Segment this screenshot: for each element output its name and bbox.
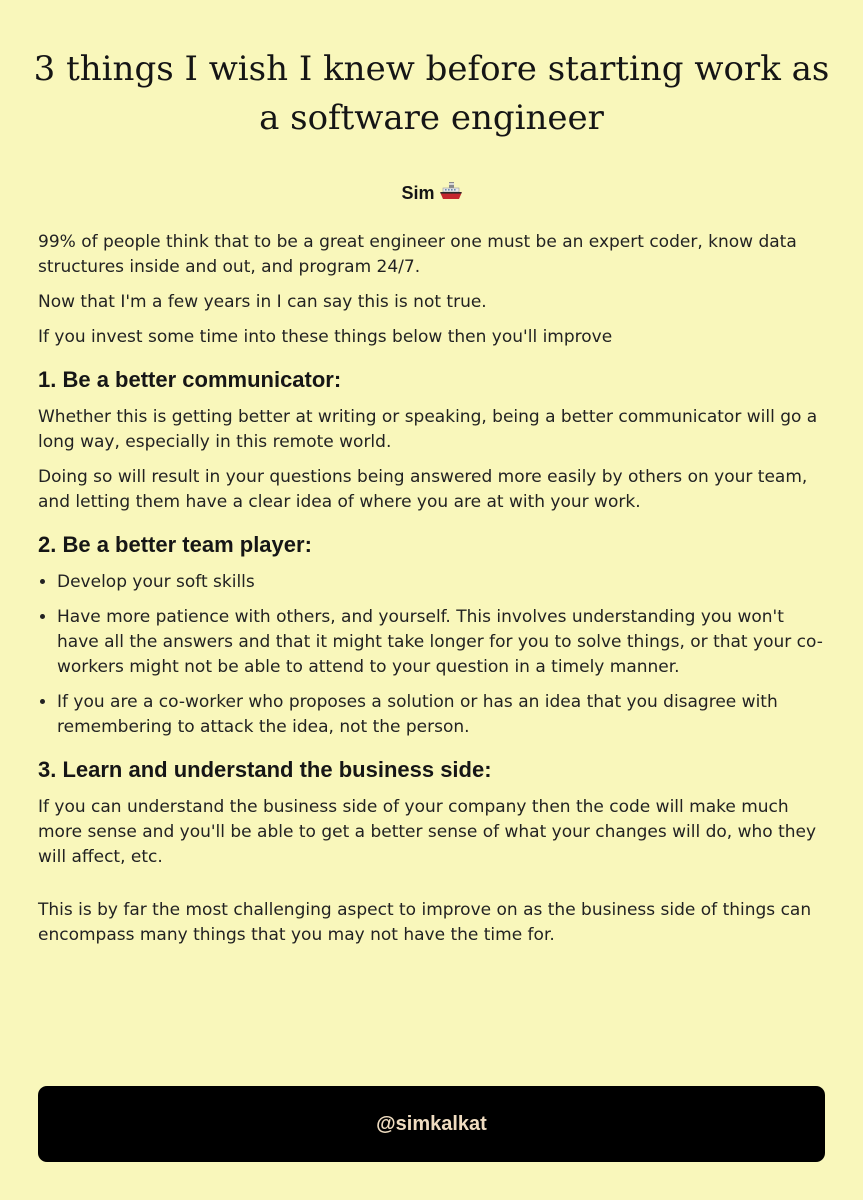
section-paragraph: This is by far the most challenging aspect to improve on as the business side of things can encompass many things that you may not have the time for. [38, 900, 812, 945]
intro-paragraph: If you invest some time into these things below then you'll improve [38, 327, 613, 347]
footer-banner [38, 1086, 825, 1162]
section-paragraph: If you can understand the business side of your company then the code will make much more sense and you'll be able to get a better sense of what your changes will do, who they will affect, etc. [38, 797, 817, 867]
intro-paragraph: Now that I'm a few years in I can say this is not true. [38, 292, 487, 312]
author-name: Sim [401, 183, 435, 203]
post-title: 3 things I wish I knew before starting work as a software engineer [33, 49, 830, 138]
list-item: • If you are a co-worker who proposes a solution or has an idea that you disagree with remembering to attack the idea, not the person. [57, 690, 826, 740]
section-heading-business-side: 3. Learn and understand the business side: [38, 757, 492, 782]
post-body [38, 230, 826, 958]
section-heading-communicator: 1. Be a better communicator: [38, 367, 342, 392]
author-handle[interactable]: @simkalkat [376, 1112, 487, 1135]
ship-icon [440, 181, 462, 207]
list-item: • Develop your soft skills [57, 570, 826, 595]
team-player-list [38, 570, 826, 740]
section-paragraph: Whether this is getting better at writing or speaking, being a better communicator will go a long way, especially in this remote world. [38, 407, 818, 452]
section-paragraph: Doing so will result in your questions being answered more easily by others on your team, and letting them have a clear idea of where you are at with your work. [38, 467, 808, 512]
paragraph-spacer [38, 880, 826, 898]
intro-paragraph: 99% of people think that to be a great engineer one must be an expert coder, know data structures inside and out, and program 24/7. [38, 232, 797, 277]
section-heading-team-player: 2. Be a better team player: [38, 532, 312, 557]
author-byline [0, 181, 863, 207]
list-item: • Have more patience with others, and yourself. This involves understanding you won't have all the answers and that it might take longer for you to solve things, or that your co-workers might not be able to attend to your question in a timely manner. [57, 605, 826, 680]
